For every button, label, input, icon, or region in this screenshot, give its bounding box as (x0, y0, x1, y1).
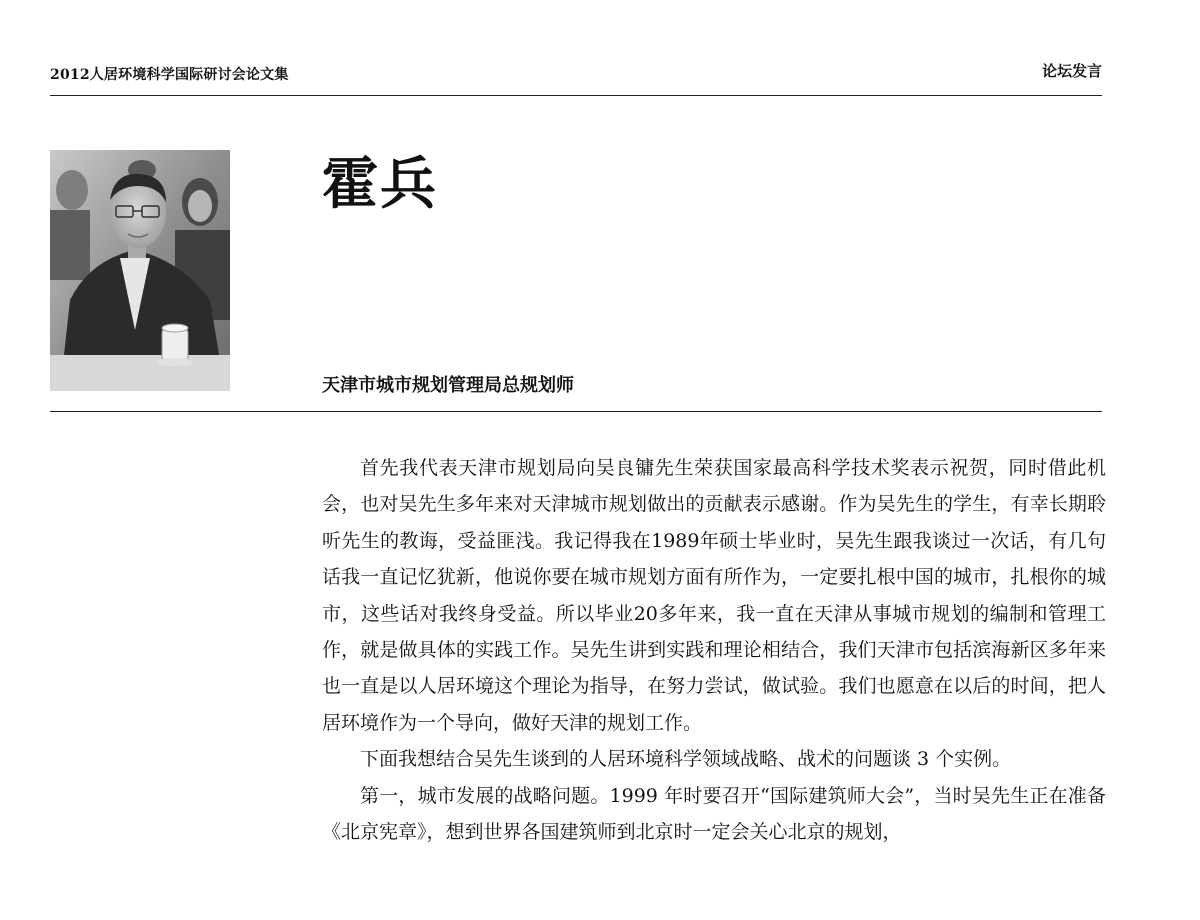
book-title: 2012人居环境科学国际研讨会论文集 (50, 67, 289, 83)
section-label: 论坛发言 (1041, 62, 1102, 80)
section-rule (50, 411, 1102, 412)
paragraph: 下面我想结合吴先生谈到的人居环境科学领域战略、战术的问题谈 3 个实例。 (360, 748, 1012, 771)
paragraph: 第一，城市发展的战略问题。1999 年时要召开“国际建筑师大会”，当时吴先生正在准备《北京宪章》，想到世界各国建筑师到北京时一定会关心北京的规划， (322, 784, 1106, 844)
article-body (322, 450, 1106, 850)
paragraph: 首先我代表天津市规划局向吴良镛先生荣获国家最高科学技术奖表示祝贺，同时借此机会，也对吴先生多年来对天津城市规划做出的贡献表示感谢。作为吴先生的学生，有幸长期聆听先生的教诲，受益匪浅。我记得我在1989年硕士毕业时，吴先生跟我谈过一次话，有几句话我一直记忆犹新，他说你要在城市规划方面有所作为，一定要扎根中国的城市，扎根你的城市，这些话对我终身受益。所以毕业20多年来，我一直在天津从事城市规划的编制和管理工作，就是做具体的实践工作。吴先生讲到实践和理论相结合，我们天津市包括滨海新区多年来也一直是以人居环境这个理论为指导，在努力尝试，做试验。我们也愿意在以后的时间，把人居环境作为一个导向，做好天津的规划工作。 (322, 457, 1106, 734)
header-rule (50, 95, 1102, 96)
author-position: 天津市城市规划管理局总规划师 (322, 375, 574, 396)
running-header (50, 54, 1102, 84)
author-name: 霍兵 (322, 152, 438, 217)
author-photo (50, 150, 230, 391)
